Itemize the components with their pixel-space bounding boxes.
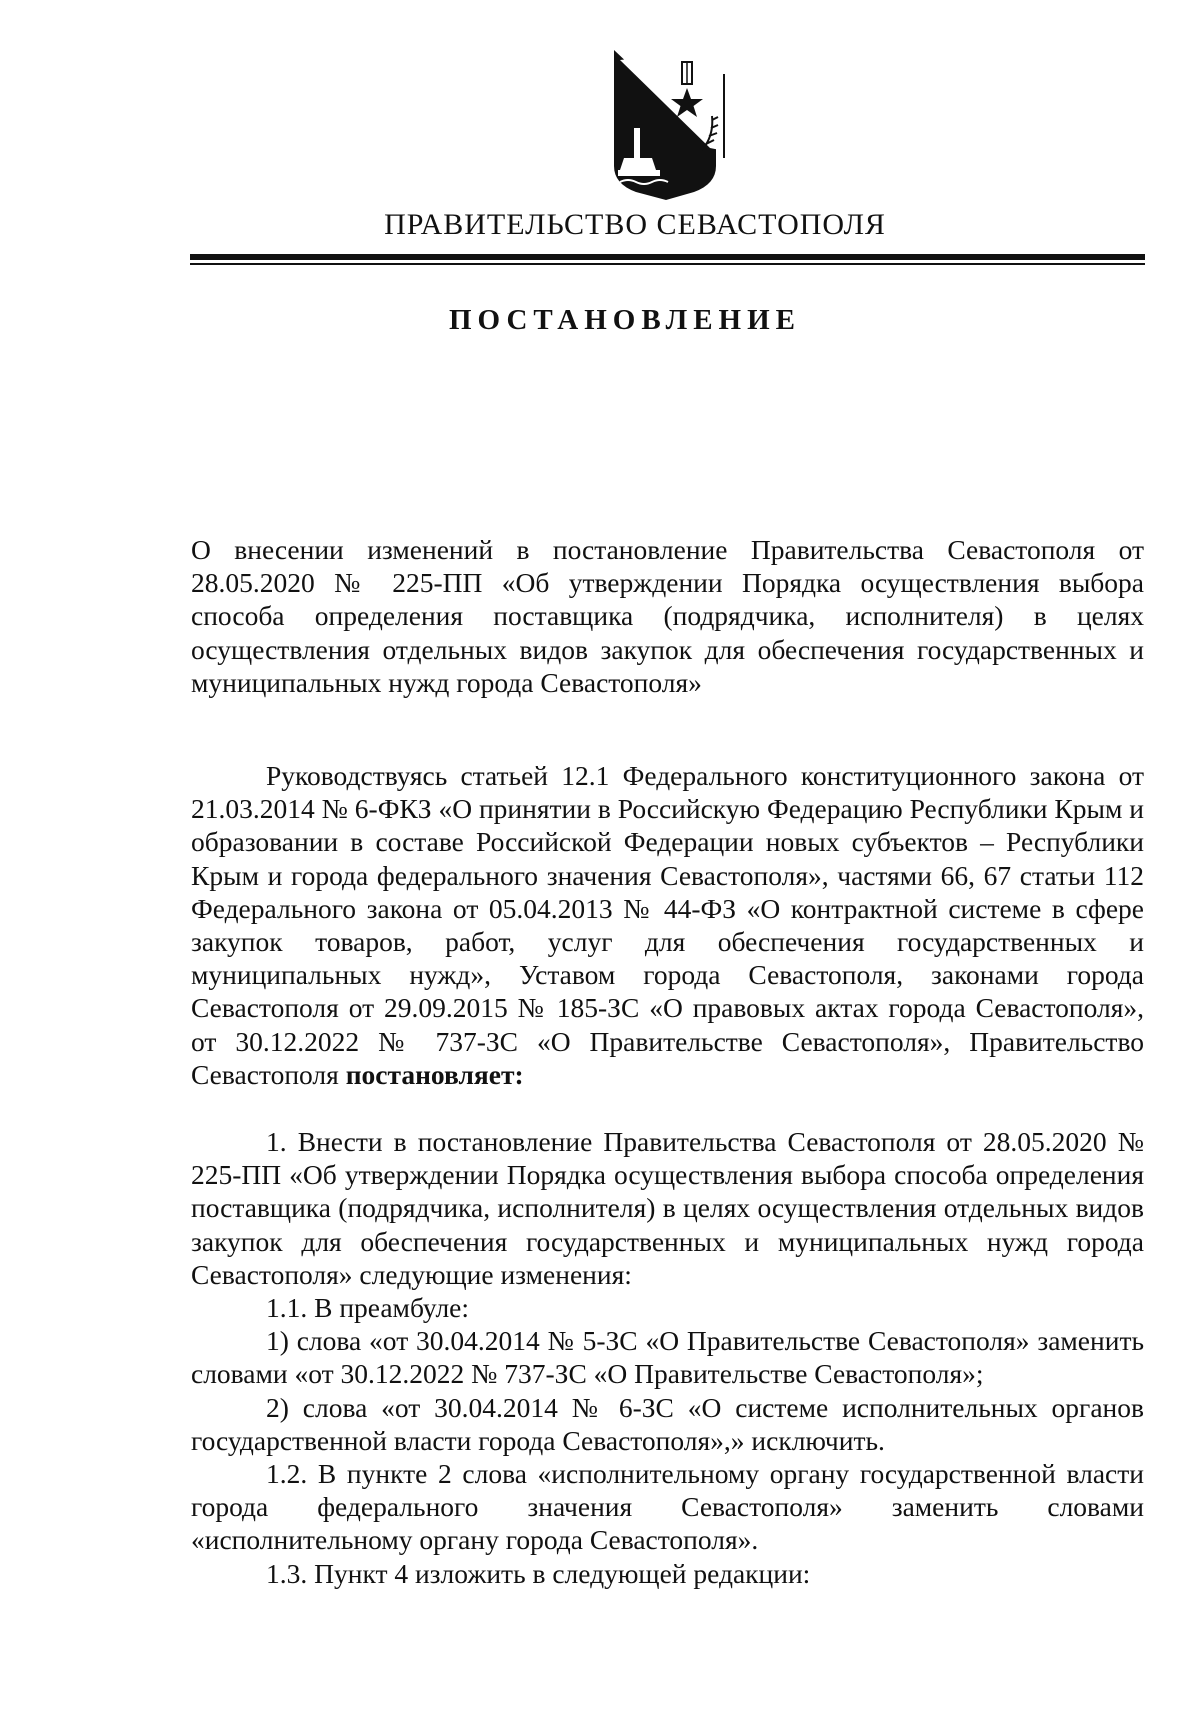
sevastopol-coat-of-arms-icon (606, 46, 730, 202)
subject-text: О внесении изменений в постановление Правительства Севастополя от 28.05.2020 № 225-ПП «Об утверждении Порядка осуществления выбора способа определения поставщика (подрядчика, исполнителя) в целях осуществления отдельных видов закупок для обеспечения государственных и муниципальных нужд города Севастополя» (191, 534, 1144, 698)
preamble-paragraph (191, 759, 1144, 1091)
header-divider-thick (190, 254, 1145, 260)
preamble-section (191, 759, 1144, 1091)
item-1-1-1: 1) слова «от 30.04.2014 № 5-ЗС «О Правительстве Севастополя» заменить словами «от 30.12.2022 № 737-ЗС «О Правительстве Севастополя»; (191, 1325, 1144, 1390)
document-subject (191, 533, 1144, 699)
item-1-3: 1.3. Пункт 4 изложить в следующей редакции: (266, 1557, 811, 1589)
item-1-1: 1.1. В преамбуле: (266, 1292, 470, 1324)
item-1: 1. Внести в постановление Правительства Севастополя от 28.05.2020 № 225-ПП «Об утверждении Порядка осуществления выбора способа определения поставщика (подрядчика, исполнителя) в целях осуществления отдельных видов закупок для обеспечения государственных и муниципальных нужд города Севастополя» следующие изменения: (191, 1126, 1144, 1290)
item-1-1-2: 2) слова «от 30.04.2014 № 6-ЗС «О системе исполнительных органов государственной власти города Севастополя»,» исключить. (191, 1391, 1144, 1456)
resolution-items (191, 1125, 1144, 1590)
preamble-text: Руководствуясь статьей 12.1 Федерального конституционного закона от 21.03.2014 № 6-ФКЗ «О принятии в Российскую Федерацию Республики Крым и образовании в составе Российской Федерации новых субъектов – Республики Крым и города федерального значения Севастополя», частями 66, 67 статьи 112 Федерального закона от 05.04.2013 № 44-ФЗ «О контрактной системе в сфере закупок товаров, работ, услуг для обеспечения государственных и муниципальных нужд», Уставом города Севастополя, законами города Севастополя от 29.09.2015 № 185-ЗС «О правовых актах города Севастополя», от 30.12.2022 № 737-ЗС «О Правительстве Севастополя», Правительство Севастополя (191, 760, 1144, 1090)
government-name: ПРАВИТЕЛЬСТВО СЕВАСТОПОЛЯ (384, 208, 886, 241)
document-type-title: ПОСТАНОВЛЕНИЕ (448, 304, 801, 336)
preamble-colon: : (514, 1058, 524, 1090)
header-divider-thin (190, 263, 1145, 265)
preamble-resolves-word: постановляет (345, 1058, 515, 1090)
item-1-2: 1.2. В пункте 2 слова «исполнительному органу государственной власти города федерального значения Севастополя» заменить словами «исполнительному органу города Севастополя». (191, 1458, 1144, 1556)
